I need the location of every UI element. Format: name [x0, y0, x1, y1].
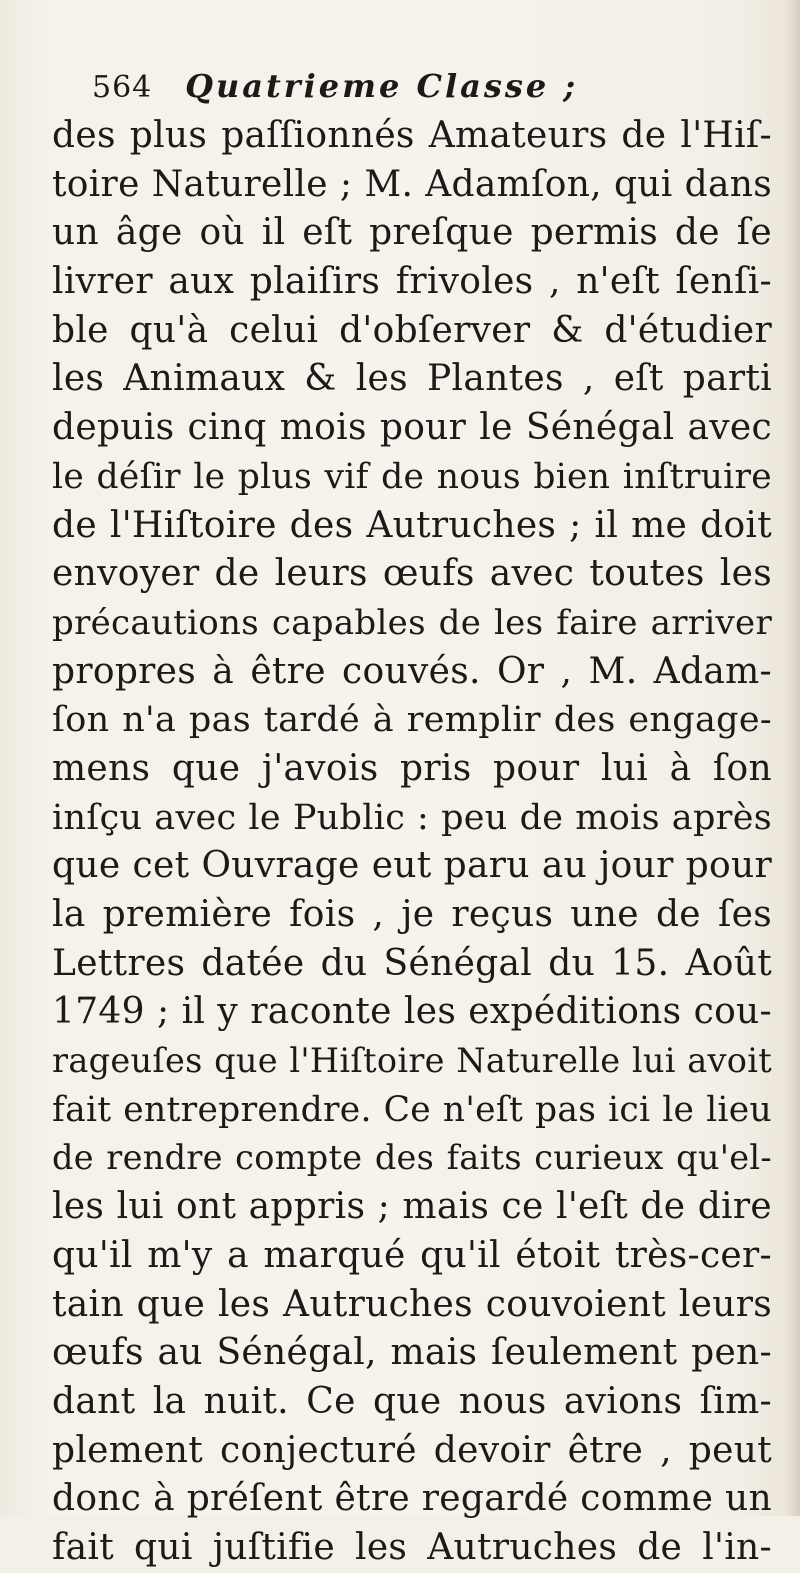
text-line: dant la nuit. Ce que nous avions ſim-: [52, 1380, 772, 1422]
text-line: ſon n'a pas tardé à remplir des engage-: [52, 700, 772, 741]
text-line: un âge où il eſt preſque permis de ſe: [52, 212, 772, 254]
text-line: fait qui juſtifie les Autruches de l'in-: [52, 1526, 772, 1568]
text-line: les Animaux & les Plantes , eſt parti: [52, 358, 772, 400]
text-line: les lui ont appris ; mais ce l'eſt de dire: [52, 1186, 772, 1228]
text-line: depuis cinq mois pour le Sénégal avec: [52, 407, 772, 449]
text-line: œufs au Sénégal, mais ſeulement pen-: [52, 1332, 772, 1374]
text-line: toire Naturelle ; M. Adamſon, qui dans: [52, 163, 772, 205]
text-line: rageuſes que l'Hiſtoire Naturelle lui avoit: [52, 1041, 772, 1081]
text-line: précautions capables de les faire arriver: [52, 602, 772, 643]
text-line: Lettres datée du Sénégal du 15. Août: [52, 942, 772, 984]
text-line: des plus paſſionnés Amateurs de l'Hiſ-: [52, 115, 772, 156]
page-number: 564: [92, 70, 153, 105]
text-line: de l'Hiſtoire des Autruches ; il me doit: [52, 504, 772, 546]
text-line: fait entreprendre. Ce n'eſt pas ici le lieu: [52, 1089, 772, 1130]
text-line: mens que j'avois pris pour lui à ſon: [52, 747, 772, 789]
text-line: inſçu avec le Public : peu de mois après: [52, 797, 772, 838]
text-line: donc à préſent être regardé comme un: [52, 1478, 772, 1520]
text-line: qu'il m'y a marqué qu'il étoit très-cer-: [52, 1234, 772, 1276]
text-line: de rendre compte des faits curieux qu'el-: [52, 1138, 772, 1178]
text-line: que cet Ouvrage eut paru au jour pour: [52, 845, 772, 887]
text-line: tain que les Autruches couvoient leurs: [52, 1283, 772, 1325]
text-line: ble qu'à celui d'obſerver & d'étudier: [52, 309, 772, 351]
text-line: plement conjecturé devoir être , peut: [52, 1429, 772, 1471]
page-edge-shadow: [786, 0, 800, 1516]
text-line: 1749 ; il y raconte les expéditions cou-: [52, 991, 772, 1033]
text-line: le déſir le plus vif de nous bien inſtruire: [52, 456, 772, 497]
text-line: envoyer de leurs œufs avec toutes les: [52, 553, 772, 595]
text-line: la première fois , je reçus une de ſes: [52, 894, 772, 935]
text-line: propres à être couvés. Or , M. Adam-: [52, 650, 772, 692]
body-text: [52, 112, 772, 1573]
running-head: [92, 58, 712, 114]
text-line: livrer aux plaiſirs frivoles , n'eſt ſenſi-: [52, 261, 772, 303]
running-title: Quatrieme Classe ;: [185, 67, 579, 105]
